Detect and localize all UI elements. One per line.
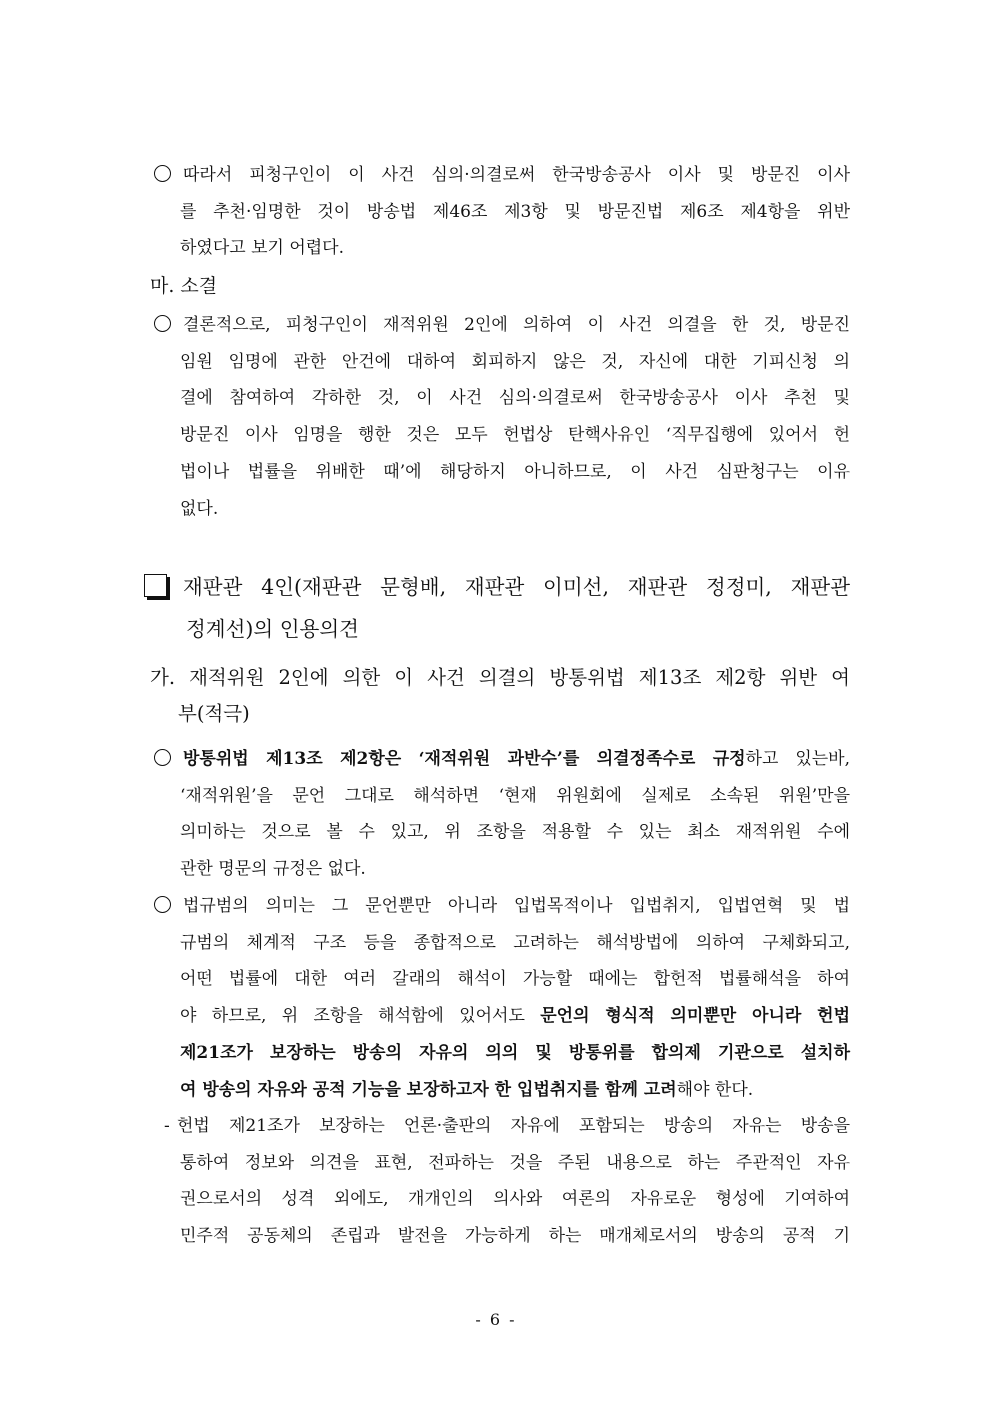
paragraph-broadcast-freedom xyxy=(150,1108,850,1255)
paragraph-quorum-rule xyxy=(150,741,850,888)
text-line: ‘재적위원’을 문언 그대로 해석하면 ‘현재 위원회에 실제로 소속된 위원’만을 xyxy=(180,785,850,806)
text-line: 어떤 법률에 대한 여러 갈래의 해석이 가능할 때에는 합헌적 법률해석을 하여 xyxy=(180,969,850,990)
bold-text: 제21조가 보장하는 방송의 자유의 의의 및 방통위를 합의제 기관으로 설치하 xyxy=(180,1042,850,1063)
circle-bullet-icon xyxy=(154,896,171,913)
text-line: 의미하는 것으로 볼 수 있고, 위 조항을 적용할 수 있는 최소 재적위원 수에 xyxy=(180,822,850,843)
circle-bullet-icon xyxy=(154,749,171,766)
paragraph-conclusion-appointment xyxy=(150,157,850,267)
text-line: 임원 임명에 관한 안건에 대하여 회피하지 않은 것, 자신에 대한 기피신청 의 xyxy=(180,351,850,372)
text-line: 없다. xyxy=(180,498,219,519)
text-span: 해야 한다. xyxy=(676,1079,754,1100)
page-number: - 6 - xyxy=(475,1310,517,1329)
text-line: 법규범의 의미는 그 문언뿐만 아니라 입법목적이나 입법취지, 입법연혁 및 법 xyxy=(183,896,850,916)
text-line: 관한 명문의 규정은 없다. xyxy=(180,859,366,880)
dash-bullet: - xyxy=(164,1116,170,1136)
text-line xyxy=(183,741,850,778)
checkbox-square-icon xyxy=(144,574,167,597)
heading-line: 부(적극) xyxy=(178,702,250,725)
heading-ga-violation xyxy=(150,660,850,732)
paragraph-summary xyxy=(150,307,850,527)
heading-line: 가. 재적위원 2인에 의한 이 사건 의결의 방통위법 제13조 제2항 위반 여 xyxy=(150,666,850,689)
circle-bullet-icon xyxy=(154,165,171,182)
text-line: 를 추천·임명한 것이 방송법 제46조 제3항 및 방문진법 제6조 제4항을 위반 xyxy=(180,201,850,222)
paragraph-interpretation xyxy=(150,888,850,1108)
text-line xyxy=(150,998,850,1035)
text-line: 민주적 공동체의 존립과 발전을 가능하게 하는 매개체로서의 방송의 공적 기 xyxy=(180,1226,850,1247)
text-line xyxy=(150,1072,850,1109)
circle-bullet-icon xyxy=(154,315,171,332)
text-line: 통하여 정보와 의견을 표현, 전파하는 것을 주된 내용으로 하는 주관적인 자유 xyxy=(180,1152,850,1173)
text-line: 헌법 제21조가 보장하는 언론·출판의 자유에 포함되는 방송의 자유는 방송을 xyxy=(177,1116,850,1136)
text-line: 권으로서의 성격 외에도, 개개인의 의사와 여론의 자유로운 형성에 기여하여 xyxy=(180,1189,850,1210)
bold-text: 여 방송의 자유와 공적 기능을 보장하고자 한 입법취지를 함께 고려 xyxy=(180,1079,677,1100)
text-line: 결론적으로, 피청구인이 재적위원 2인에 의하여 이 사건 의결을 한 것, 방문진 xyxy=(183,315,850,335)
bold-text: 방통위법 제13조 제2항은 ‘재적위원 과반수’를 의결정족수로 규정 xyxy=(183,749,746,769)
bold-text: 문언의 형식적 의미뿐만 아니라 헌법 xyxy=(540,1006,851,1027)
section-title-line: 정계선)의 인용의견 xyxy=(186,617,359,641)
text-line: 하였다고 보기 어렵다. xyxy=(180,238,345,259)
heading-ma-conclusion: 마. 소결 xyxy=(150,275,218,297)
text-line: 규범의 체계적 구조 등을 종합적으로 고려하는 해석방법에 의하여 구체화되고, xyxy=(180,932,850,953)
text-line: 따라서 피청구인이 이 사건 심의·의결로써 한국방송공사 이사 및 방문진 이사 xyxy=(183,165,850,185)
text-line: 결에 참여하여 각하한 것, 이 사건 심의·의결로써 한국방송공사 이사 추천 및 xyxy=(180,388,850,409)
text-line: 방문진 이사 임명을 행한 것은 모두 헌법상 탄핵사유인 ‘직무집행에 있어서 헌 xyxy=(180,425,850,446)
text-line: 법이나 법률을 위배한 때’에 해당하지 아니하므로, 이 사건 심판청구는 이유 xyxy=(180,461,850,482)
text-line xyxy=(150,1035,850,1072)
text-span: 야 하므로, 위 조항을 해석함에 있어서도 xyxy=(180,1006,541,1027)
text-span: 하고 있는바, xyxy=(745,749,850,769)
section-title-dissent-opinion xyxy=(150,566,850,650)
section-title-line: 재판관 4인(재판관 문형배, 재판관 이미선, 재판관 정정미, 재판관 xyxy=(183,575,850,599)
